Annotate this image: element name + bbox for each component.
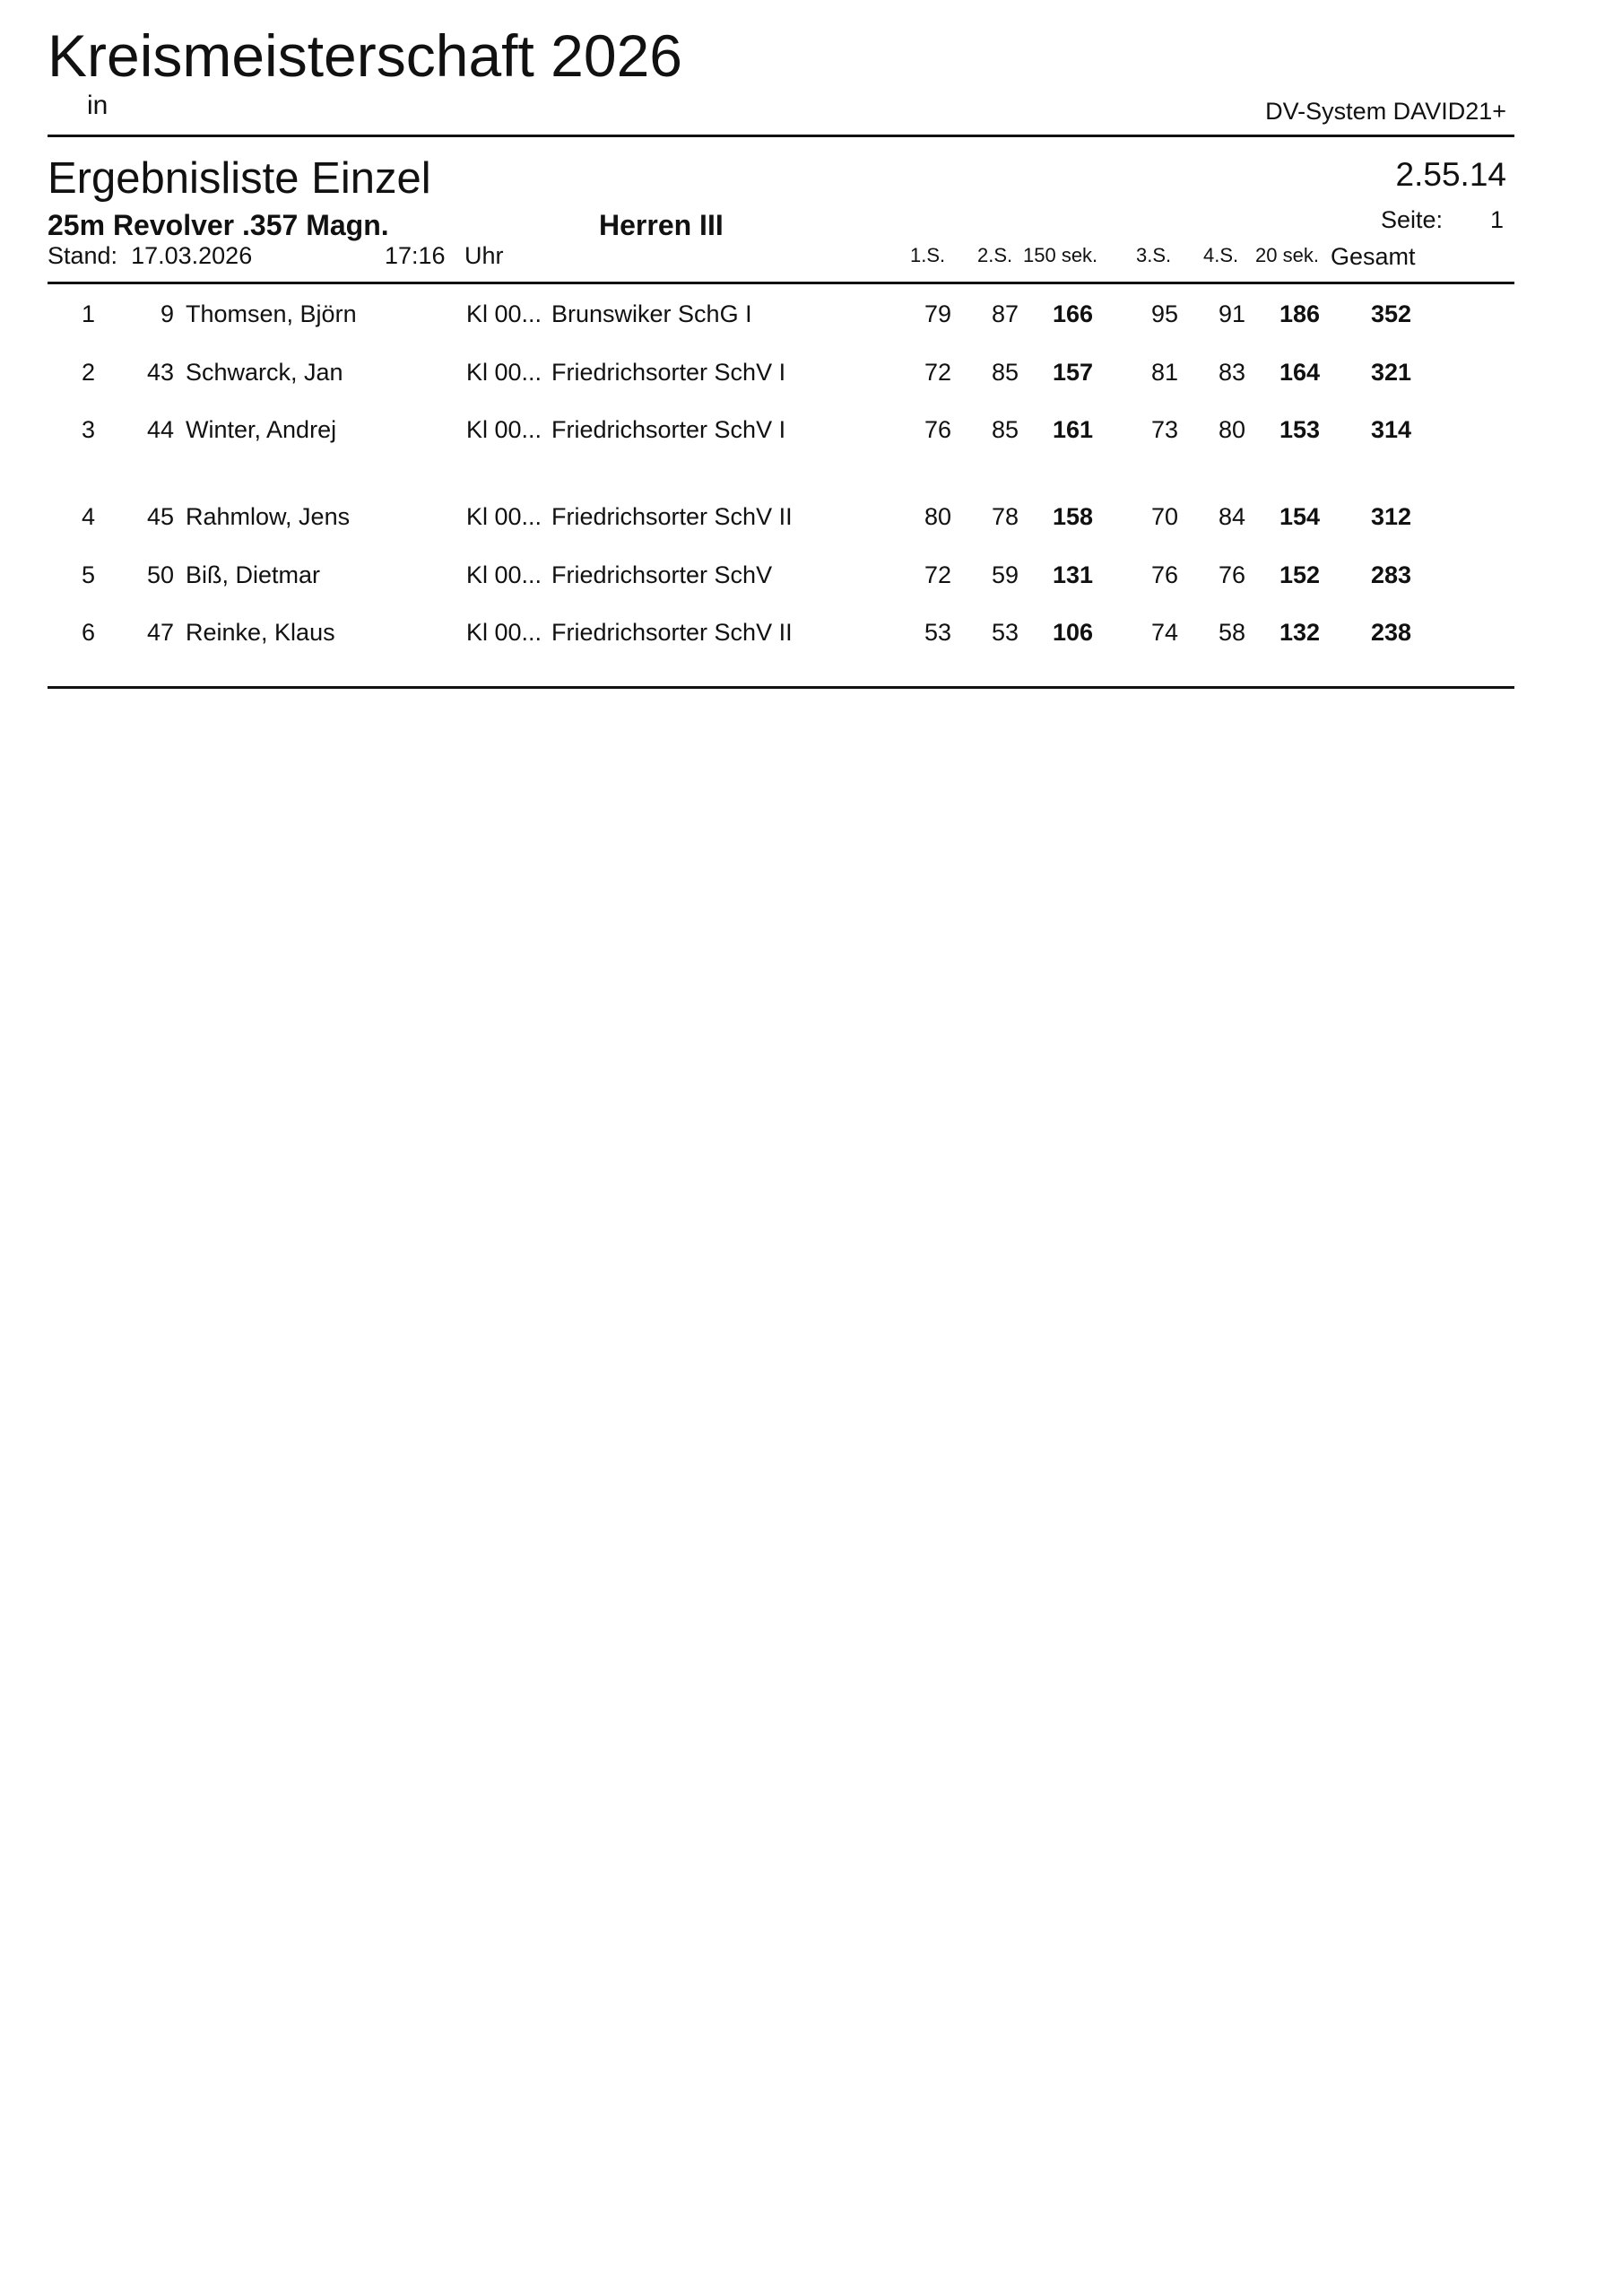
score-s2: 85 xyxy=(991,359,1019,386)
sum-150sek: 161 xyxy=(1052,416,1093,443)
start-number: 47 xyxy=(146,619,174,646)
sum-20sek: 186 xyxy=(1279,300,1320,327)
score-s4: 83 xyxy=(1218,359,1245,386)
class-code: Kl 00... xyxy=(466,619,542,646)
score-s4: 58 xyxy=(1218,619,1245,646)
club-name: Friedrichsorter SchV xyxy=(551,561,773,588)
shooter-name: Rahmlow, Jens xyxy=(186,503,351,530)
class-code: Kl 00... xyxy=(466,416,542,443)
sum-20sek: 154 xyxy=(1279,503,1320,530)
score-s2: 53 xyxy=(991,619,1019,646)
start-number: 50 xyxy=(146,561,174,588)
page-label: Seite: xyxy=(1381,206,1444,233)
col-header-gesamt: Gesamt xyxy=(1331,243,1416,270)
class-code: Kl 00... xyxy=(466,300,542,327)
score-s3: 81 xyxy=(1150,359,1178,386)
score-s1: 80 xyxy=(924,503,951,530)
total-score: 312 xyxy=(1370,503,1411,530)
score-s3: 70 xyxy=(1150,503,1178,530)
score-s3: 74 xyxy=(1150,619,1178,646)
total-score: 321 xyxy=(1370,359,1411,386)
rank-cell: 3 xyxy=(81,416,95,443)
col-header-s3: 3.S. xyxy=(1136,244,1172,266)
class-code: Kl 00... xyxy=(466,359,542,386)
class-name: Herren III xyxy=(599,209,724,241)
score-s4: 76 xyxy=(1218,561,1245,588)
shooter-name: Thomsen, Björn xyxy=(186,300,357,327)
competition-title: Kreismeisterschaft 2026 xyxy=(48,22,682,89)
score-s4: 84 xyxy=(1218,503,1245,530)
stand-line xyxy=(48,244,252,268)
col-header-20sek: 20 sek. xyxy=(1255,244,1319,266)
score-s1: 72 xyxy=(924,359,951,386)
rank-cell: 1 xyxy=(81,300,95,327)
club-name: Friedrichsorter SchV II xyxy=(551,503,793,530)
start-number: 43 xyxy=(146,359,174,386)
location-label: in xyxy=(87,91,108,120)
score-s3: 76 xyxy=(1150,561,1178,588)
score-s1: 76 xyxy=(924,416,951,443)
club-name: Brunswiker SchG I xyxy=(551,300,752,327)
score-s1: 53 xyxy=(924,619,951,646)
system-name: DV-System DAVID21+ xyxy=(1265,98,1506,125)
sum-150sek: 157 xyxy=(1052,359,1093,386)
shooter-name: Biß, Dietmar xyxy=(186,561,321,588)
score-s3: 95 xyxy=(1150,300,1178,327)
class-code: Kl 00... xyxy=(466,503,542,530)
page-number: 1 xyxy=(1490,206,1505,233)
total-score: 238 xyxy=(1370,619,1411,646)
score-s2: 78 xyxy=(991,503,1019,530)
sum-20sek: 132 xyxy=(1279,619,1320,646)
score-s1: 72 xyxy=(924,561,951,588)
start-number: 44 xyxy=(146,416,174,443)
club-name: Friedrichsorter SchV I xyxy=(551,359,786,386)
sum-150sek: 158 xyxy=(1052,503,1093,530)
total-score: 283 xyxy=(1370,561,1411,588)
sum-20sek: 153 xyxy=(1279,416,1320,443)
sum-150sek: 166 xyxy=(1052,300,1093,327)
score-s1: 79 xyxy=(924,300,951,327)
score-s4: 80 xyxy=(1218,416,1245,443)
col-header-150sek: 150 sek. xyxy=(1023,244,1098,266)
shooter-name: Reinke, Klaus xyxy=(186,619,335,646)
total-score: 352 xyxy=(1370,300,1411,327)
list-title: Ergebnisliste Einzel xyxy=(48,154,431,203)
bottom-rule xyxy=(48,686,1514,689)
sum-150sek: 131 xyxy=(1052,561,1093,588)
discipline-name: 25m Revolver .357 Magn. xyxy=(48,209,389,241)
stand-uhr: Uhr xyxy=(464,242,504,269)
rank-cell: 2 xyxy=(81,359,95,386)
stand-time: 17:16 xyxy=(385,242,446,269)
start-number: 45 xyxy=(146,503,174,530)
sum-150sek: 106 xyxy=(1052,619,1093,646)
top-rule xyxy=(48,135,1514,137)
score-s2: 87 xyxy=(991,300,1019,327)
score-s2: 85 xyxy=(991,416,1019,443)
header-rule xyxy=(48,282,1514,284)
score-s3: 73 xyxy=(1150,416,1178,443)
sum-20sek: 164 xyxy=(1279,359,1320,386)
score-s4: 91 xyxy=(1218,300,1245,327)
total-score: 314 xyxy=(1370,416,1411,443)
score-s2: 59 xyxy=(991,561,1019,588)
col-header-s4: 4.S. xyxy=(1203,244,1239,266)
start-number: 9 xyxy=(160,300,174,327)
club-name: Friedrichsorter SchV II xyxy=(551,619,793,646)
rank-cell: 6 xyxy=(81,619,95,646)
stand-date: 17.03.2026 xyxy=(131,242,253,269)
shooter-name: Schwarck, Jan xyxy=(186,359,343,386)
rank-cell: 5 xyxy=(81,561,95,588)
rank-cell: 4 xyxy=(81,503,95,530)
club-name: Friedrichsorter SchV I xyxy=(551,416,786,443)
class-code: Kl 00... xyxy=(466,561,542,588)
version-number: 2.55.14 xyxy=(1395,156,1506,193)
stand-label: Stand: xyxy=(48,242,118,269)
col-header-s1: 1.S. xyxy=(910,244,946,266)
shooter-name: Winter, Andrej xyxy=(186,416,337,443)
col-header-s2: 2.S. xyxy=(977,244,1013,266)
sum-20sek: 152 xyxy=(1279,561,1320,588)
